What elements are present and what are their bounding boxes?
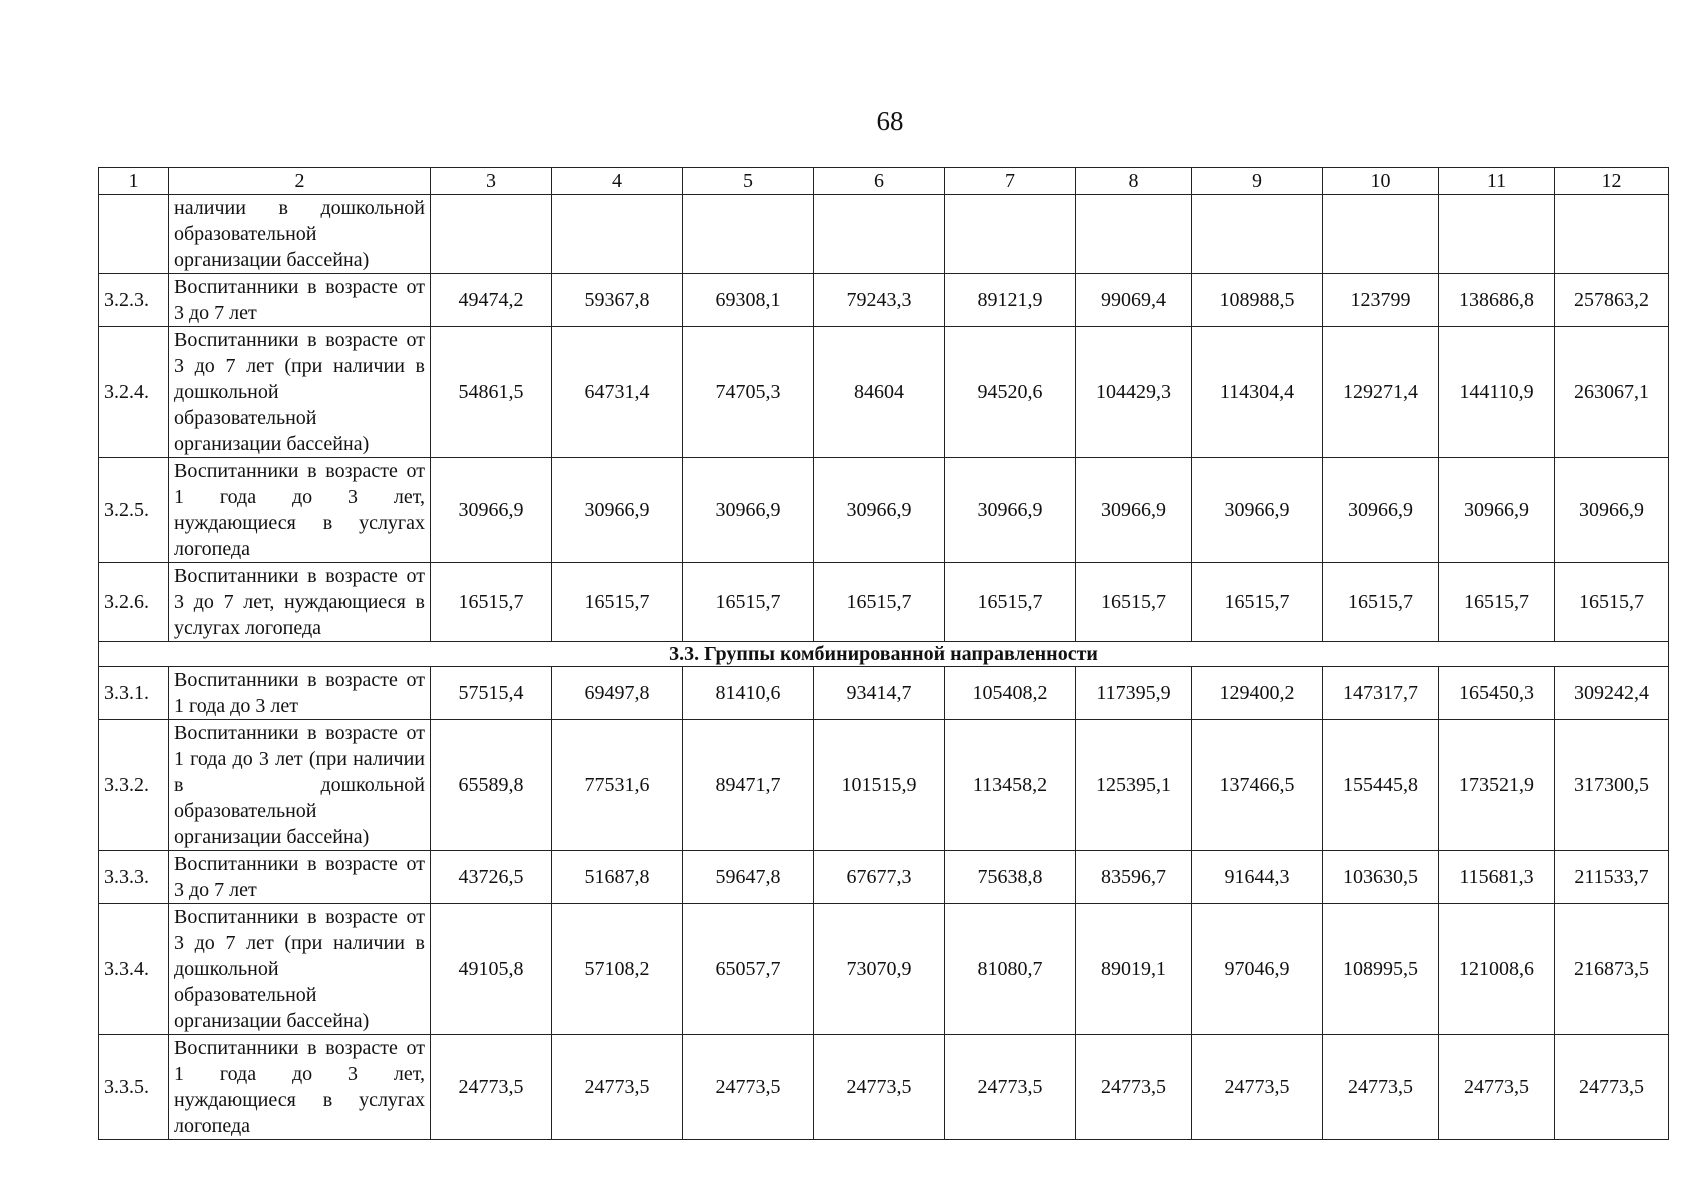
value-cell: 24773,5 xyxy=(945,1035,1076,1140)
value-cell: 101515,9 xyxy=(814,720,945,851)
row-description: Воспитанники в возрасте от 1 года до 3 лет (при наличии в дошкольной образовательной организации бассейна) xyxy=(169,720,431,851)
row-description: Воспитанники в возрасте от 3 до 7 лет xyxy=(169,851,431,904)
table-row xyxy=(99,904,1669,1035)
value-cell xyxy=(1323,195,1439,274)
value-cell: 65589,8 xyxy=(431,720,552,851)
value-cell: 24773,5 xyxy=(1076,1035,1192,1140)
column-number: 1 xyxy=(99,168,169,195)
page-number: 68 xyxy=(876,106,904,136)
value-cell: 24773,5 xyxy=(1555,1035,1669,1140)
value-cell: 138686,8 xyxy=(1439,274,1555,327)
value-cell: 24773,5 xyxy=(814,1035,945,1140)
table-row xyxy=(99,563,1669,642)
column-number: 11 xyxy=(1439,168,1555,195)
table-row xyxy=(99,327,1669,458)
value-cell: 69308,1 xyxy=(683,274,814,327)
value-cell: 104429,3 xyxy=(1076,327,1192,458)
value-cell: 16515,7 xyxy=(1192,563,1323,642)
value-cell: 16515,7 xyxy=(683,563,814,642)
column-number: 5 xyxy=(683,168,814,195)
row-code: 3.3.3. xyxy=(99,851,169,904)
row-code: 3.2.5. xyxy=(99,458,169,563)
row-description: Воспитанники в возрасте от 1 года до 3 лет, нуждающиеся в услугах логопеда xyxy=(169,458,431,563)
value-cell: 165450,3 xyxy=(1439,667,1555,720)
value-cell: 263067,1 xyxy=(1555,327,1669,458)
table-row xyxy=(99,851,1669,904)
row-code: 3.3.5. xyxy=(99,1035,169,1140)
value-cell: 155445,8 xyxy=(1323,720,1439,851)
value-cell xyxy=(1439,195,1555,274)
value-cell: 24773,5 xyxy=(683,1035,814,1140)
table-row xyxy=(99,720,1669,851)
value-cell: 30966,9 xyxy=(814,458,945,563)
section-title: 3.3. Группы комбинированной направленности xyxy=(99,642,1669,667)
value-cell: 16515,7 xyxy=(552,563,683,642)
tariff-table xyxy=(98,167,1669,1140)
value-cell xyxy=(814,195,945,274)
value-cell: 73070,9 xyxy=(814,904,945,1035)
value-cell: 129271,4 xyxy=(1323,327,1439,458)
table-row xyxy=(99,274,1669,327)
row-description: Воспитанники в возрасте от 3 до 7 лет (при наличии в дошкольной образовательной организации бассейна) xyxy=(169,904,431,1035)
value-cell: 16515,7 xyxy=(1555,563,1669,642)
value-cell: 89019,1 xyxy=(1076,904,1192,1035)
value-cell xyxy=(1076,195,1192,274)
table-row xyxy=(99,667,1669,720)
row-description: Воспитанники в возрасте от 3 до 7 лет (при наличии в дошкольной образовательной организации бассейна) xyxy=(169,327,431,458)
value-cell: 69497,8 xyxy=(552,667,683,720)
value-cell: 24773,5 xyxy=(1439,1035,1555,1140)
value-cell: 121008,6 xyxy=(1439,904,1555,1035)
value-cell: 30966,9 xyxy=(1439,458,1555,563)
value-cell xyxy=(431,195,552,274)
value-cell: 144110,9 xyxy=(1439,327,1555,458)
value-cell: 49105,8 xyxy=(431,904,552,1035)
value-cell: 257863,2 xyxy=(1555,274,1669,327)
value-cell: 16515,7 xyxy=(1076,563,1192,642)
value-cell: 99069,4 xyxy=(1076,274,1192,327)
column-number: 3 xyxy=(431,168,552,195)
value-cell xyxy=(1555,195,1669,274)
value-cell: 115681,3 xyxy=(1439,851,1555,904)
value-cell: 57515,4 xyxy=(431,667,552,720)
value-cell: 16515,7 xyxy=(1323,563,1439,642)
value-cell: 97046,9 xyxy=(1192,904,1323,1035)
row-description: Воспитанники в возрасте от 3 до 7 лет, нуждающиеся в услугах логопеда xyxy=(169,563,431,642)
table-row xyxy=(99,195,1669,274)
value-cell: 93414,7 xyxy=(814,667,945,720)
value-cell: 114304,4 xyxy=(1192,327,1323,458)
column-number: 8 xyxy=(1076,168,1192,195)
value-cell: 64731,4 xyxy=(552,327,683,458)
value-cell xyxy=(552,195,683,274)
value-cell: 43726,5 xyxy=(431,851,552,904)
value-cell: 81410,6 xyxy=(683,667,814,720)
value-cell: 117395,9 xyxy=(1076,667,1192,720)
value-cell: 173521,9 xyxy=(1439,720,1555,851)
value-cell: 211533,7 xyxy=(1555,851,1669,904)
value-cell xyxy=(1192,195,1323,274)
table-row xyxy=(99,458,1669,563)
value-cell: 16515,7 xyxy=(431,563,552,642)
value-cell: 137466,5 xyxy=(1192,720,1323,851)
value-cell: 24773,5 xyxy=(1192,1035,1323,1140)
value-cell: 216873,5 xyxy=(1555,904,1669,1035)
column-number: 7 xyxy=(945,168,1076,195)
value-cell: 49474,2 xyxy=(431,274,552,327)
value-cell: 16515,7 xyxy=(945,563,1076,642)
value-cell: 125395,1 xyxy=(1076,720,1192,851)
row-code: 3.3.4. xyxy=(99,904,169,1035)
value-cell: 65057,7 xyxy=(683,904,814,1035)
value-cell: 108995,5 xyxy=(1323,904,1439,1035)
value-cell: 57108,2 xyxy=(552,904,683,1035)
value-cell: 24773,5 xyxy=(552,1035,683,1140)
value-cell: 123799 xyxy=(1323,274,1439,327)
row-code: 3.2.4. xyxy=(99,327,169,458)
value-cell: 79243,3 xyxy=(814,274,945,327)
value-cell: 89471,7 xyxy=(683,720,814,851)
value-cell: 24773,5 xyxy=(1323,1035,1439,1140)
value-cell: 51687,8 xyxy=(552,851,683,904)
value-cell: 30966,9 xyxy=(1323,458,1439,563)
value-cell: 16515,7 xyxy=(1439,563,1555,642)
value-cell: 147317,7 xyxy=(1323,667,1439,720)
value-cell: 84604 xyxy=(814,327,945,458)
value-cell: 74705,3 xyxy=(683,327,814,458)
value-cell: 75638,8 xyxy=(945,851,1076,904)
section-header-row xyxy=(99,642,1669,667)
value-cell: 54861,5 xyxy=(431,327,552,458)
value-cell xyxy=(945,195,1076,274)
value-cell: 309242,4 xyxy=(1555,667,1669,720)
value-cell: 30966,9 xyxy=(1555,458,1669,563)
column-number: 9 xyxy=(1192,168,1323,195)
table-body xyxy=(99,195,1669,1140)
value-cell: 24773,5 xyxy=(431,1035,552,1140)
column-number-row xyxy=(99,168,1669,195)
value-cell: 105408,2 xyxy=(945,667,1076,720)
value-cell: 67677,3 xyxy=(814,851,945,904)
row-code: 3.2.3. xyxy=(99,274,169,327)
row-code xyxy=(99,195,169,274)
row-code: 3.3.2. xyxy=(99,720,169,851)
value-cell: 59367,8 xyxy=(552,274,683,327)
value-cell: 30966,9 xyxy=(1192,458,1323,563)
value-cell: 16515,7 xyxy=(814,563,945,642)
value-cell: 30966,9 xyxy=(552,458,683,563)
column-number: 2 xyxy=(169,168,431,195)
row-description: Воспитанники в возрасте от 1 года до 3 лет, нуждающиеся в услугах логопеда xyxy=(169,1035,431,1140)
value-cell: 108988,5 xyxy=(1192,274,1323,327)
value-cell xyxy=(683,195,814,274)
value-cell: 77531,6 xyxy=(552,720,683,851)
value-cell: 81080,7 xyxy=(945,904,1076,1035)
column-number: 10 xyxy=(1323,168,1439,195)
value-cell: 89121,9 xyxy=(945,274,1076,327)
value-cell: 30966,9 xyxy=(683,458,814,563)
value-cell: 83596,7 xyxy=(1076,851,1192,904)
value-cell: 94520,6 xyxy=(945,327,1076,458)
column-number: 12 xyxy=(1555,168,1669,195)
table-row xyxy=(99,1035,1669,1140)
row-description: наличии в дошкольной образовательной организации бассейна) xyxy=(169,195,431,274)
row-description: Воспитанники в возрасте от 1 года до 3 лет xyxy=(169,667,431,720)
value-cell: 30966,9 xyxy=(1076,458,1192,563)
column-number: 4 xyxy=(552,168,683,195)
value-cell: 317300,5 xyxy=(1555,720,1669,851)
row-description: Воспитанники в возрасте от 3 до 7 лет xyxy=(169,274,431,327)
value-cell: 91644,3 xyxy=(1192,851,1323,904)
row-code: 3.3.1. xyxy=(99,667,169,720)
row-code: 3.2.6. xyxy=(99,563,169,642)
value-cell: 113458,2 xyxy=(945,720,1076,851)
value-cell: 59647,8 xyxy=(683,851,814,904)
value-cell: 129400,2 xyxy=(1192,667,1323,720)
value-cell: 30966,9 xyxy=(945,458,1076,563)
value-cell: 30966,9 xyxy=(431,458,552,563)
column-number: 6 xyxy=(814,168,945,195)
value-cell: 103630,5 xyxy=(1323,851,1439,904)
